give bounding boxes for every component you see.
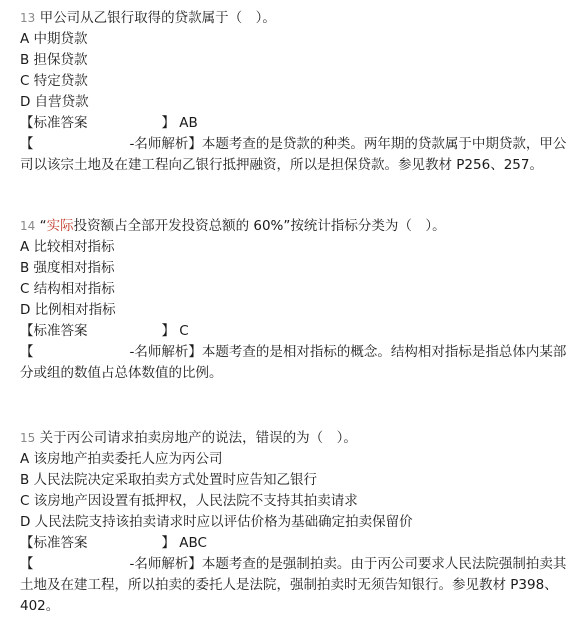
question-stem [20, 428, 576, 449]
analysis-text: 本题考查的是强制拍卖。由于丙公司要求人民法院强制拍卖其土地及在建工程，所以拍卖的委托人是法院，强制拍卖时无须告知银行。参见教材 P398、402。 [20, 556, 567, 614]
option-b: B 强度相对指标 [20, 260, 115, 276]
question-15 [20, 428, 576, 617]
option-a: A 比较相对指标 [20, 239, 115, 255]
option-b: B 担保贷款 [20, 52, 88, 68]
option-d: D 人民法院支持该拍卖请求时应以评估价格为基础确定拍卖保留价 [20, 514, 413, 530]
question-13 [20, 8, 576, 176]
answer-label: 【标准答案 [20, 323, 88, 339]
option-d: D 比例相对指标 [20, 302, 116, 318]
option-c: C 特定贷款 [20, 73, 88, 89]
option-c: C 结构相对指标 [20, 281, 115, 297]
analysis-text: 本题考查的是相对指标的概念。结构相对指标是指总体内某部分或组的数值占总体数值的比例。 [20, 344, 567, 381]
option-d: D 自营贷款 [20, 94, 89, 110]
question-stem [20, 216, 576, 237]
answer-value: C [179, 323, 189, 339]
question-stem [20, 8, 576, 29]
analysis-label: -名师解析】 [129, 136, 202, 152]
option-a: A 该房地产拍卖委托人应为丙公司 [20, 451, 223, 467]
analysis-label: -名师解析】 [129, 344, 202, 360]
question-number: 14 [20, 219, 36, 233]
teacher-analysis: 【 -名师解析】本题考查的是强制拍卖。由于丙公司要求人民法院强制拍卖其土地及在建工程，所以拍卖的委托人是法院，强制拍卖时无须告知银行。参见教材 P398、402。 [20, 556, 567, 614]
question-number: 15 [20, 431, 36, 445]
question-text: 甲公司从乙银行取得的贷款属于（ ）。 [39, 10, 276, 26]
analysis-label: -名师解析】 [129, 556, 202, 572]
question-number: 13 [20, 11, 36, 25]
standard-answer: 【标准答案 】 AB [20, 115, 198, 131]
answer-value: ABC [179, 535, 207, 551]
answer-label: 【标准答案 [20, 535, 88, 551]
question-text-highlight: 实际 [46, 218, 74, 234]
analysis-text: 本题考查的是贷款的种类。两年期的贷款属于中期贷款，甲公司以该宗土地及在建工程向乙银行抵押融资，所以是担保贷款。参见教材 P256、257。 [20, 136, 567, 173]
standard-answer: 【标准答案 】 ABC [20, 535, 207, 551]
standard-answer: 【标准答案 】 C [20, 323, 189, 339]
answer-value: AB [179, 115, 198, 131]
question-text: 关于丙公司请求拍卖房地产的说法，错误的为（ ）。 [39, 430, 357, 446]
teacher-analysis: 【 -名师解析】本题考查的是贷款的种类。两年期的贷款属于中期贷款，甲公司以该宗土地及在建工程向乙银行抵押融资，所以是担保贷款。参见教材 P256、257。 [20, 136, 567, 173]
option-b: B 人民法院决定采取拍卖方式处置时应告知乙银行 [20, 472, 318, 488]
teacher-analysis: 【 -名师解析】本题考查的是相对指标的概念。结构相对指标是指总体内某部分或组的数值占总体数值的比例。 [20, 344, 567, 381]
question-text-pre: “ [39, 218, 47, 234]
option-c: C 该房地产因设置有抵押权，人民法院不支持其拍卖请求 [20, 493, 358, 509]
question-text-post: 投资额占全部开发投资总额的 60%”按统计指标分类为（ ）。 [73, 218, 446, 234]
option-a: A 中期贷款 [20, 31, 88, 47]
question-14 [20, 216, 576, 384]
answer-label: 【标准答案 [20, 115, 88, 131]
